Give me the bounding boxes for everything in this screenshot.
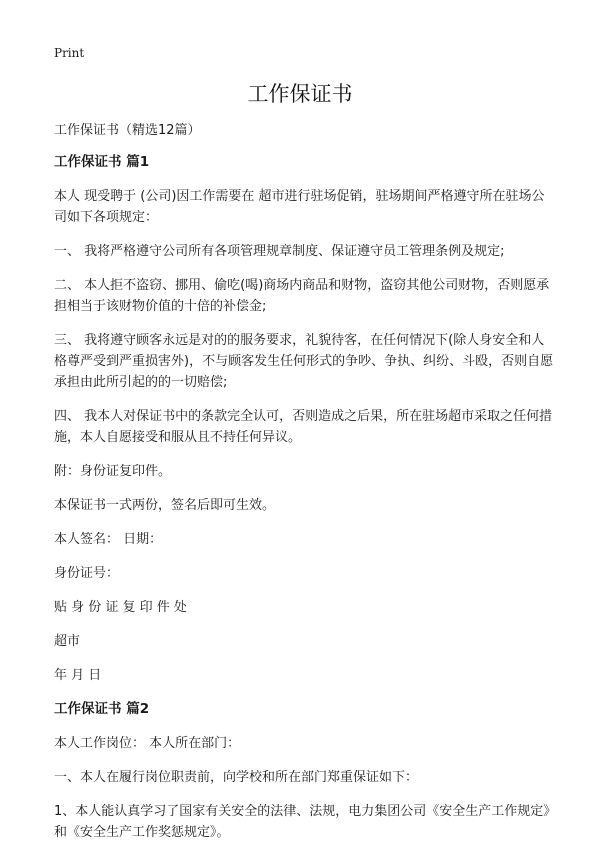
- paragraph: 二、 本人拒不盗窃、挪用、偷吃(喝)商场内商品和财物，盗窃其他公司财物，否则愿承担相当于该财物价值的十倍的补偿金;: [54, 278, 550, 314]
- section-heading-1: 工作保证书 篇1: [54, 154, 150, 170]
- supermarket-line: 超市: [54, 634, 81, 649]
- paragraph: 一、本人在履行岗位职责前，向学校和所在部门郑重保证如下：: [54, 770, 419, 785]
- paragraph: 本人 现受聘于 (公司)因工作需要在 超市进行驻场促销，驻场期间严格遵守所在驻场公司如下各项规定：: [54, 189, 545, 225]
- paragraph: 1、本人能认真学习了国家有关安全的法律、法规，电力集团公司《安全生产工作规定》和《安全生产工作奖惩规定》。: [54, 804, 550, 840]
- id-number-line: 身份证号：: [54, 566, 120, 581]
- paragraph: 本人工作岗位： 本人所在部门：: [54, 736, 241, 751]
- document-title: 工作保证书: [247, 82, 353, 106]
- paragraph: 附：身份证复印件。: [54, 464, 172, 479]
- print-link[interactable]: Print: [54, 46, 85, 60]
- paragraph: 本保证书一式两份，签名后即可生效。: [54, 498, 276, 513]
- signature-line: 本人签名： 日期：: [54, 532, 163, 547]
- paragraph: 一、 我将严格遵守公司所有各项管理规章制度、保证遵守员工管理条例及规定;: [54, 244, 505, 259]
- paragraph: 三、 我将遵守顾客永远是对的的服务要求，礼貌待客，在任何情况下(除人身安全和人格尊严受到严重损害外)，不与顾客发生任何形式的争吵、争执、纠纷、斗殴，否则自愿承担由此所引起的的一切赔偿;: [54, 333, 554, 390]
- date-line: 年 月 日: [54, 668, 102, 683]
- section-heading-2: 工作保证书 篇2: [54, 701, 150, 717]
- paragraph: 四、 我本人对保证书中的条款完全认可，否则造成之后果，所在驻场超市采取之任何措施，本人自愿接受和服从且不持任何异议。: [54, 409, 553, 445]
- document-body: [54, 120, 554, 843]
- document-subtitle: 工作保证书（精选12篇）: [54, 123, 201, 138]
- id-copy-placeholder: 贴 身 份 证 复 印 件 处: [54, 600, 187, 615]
